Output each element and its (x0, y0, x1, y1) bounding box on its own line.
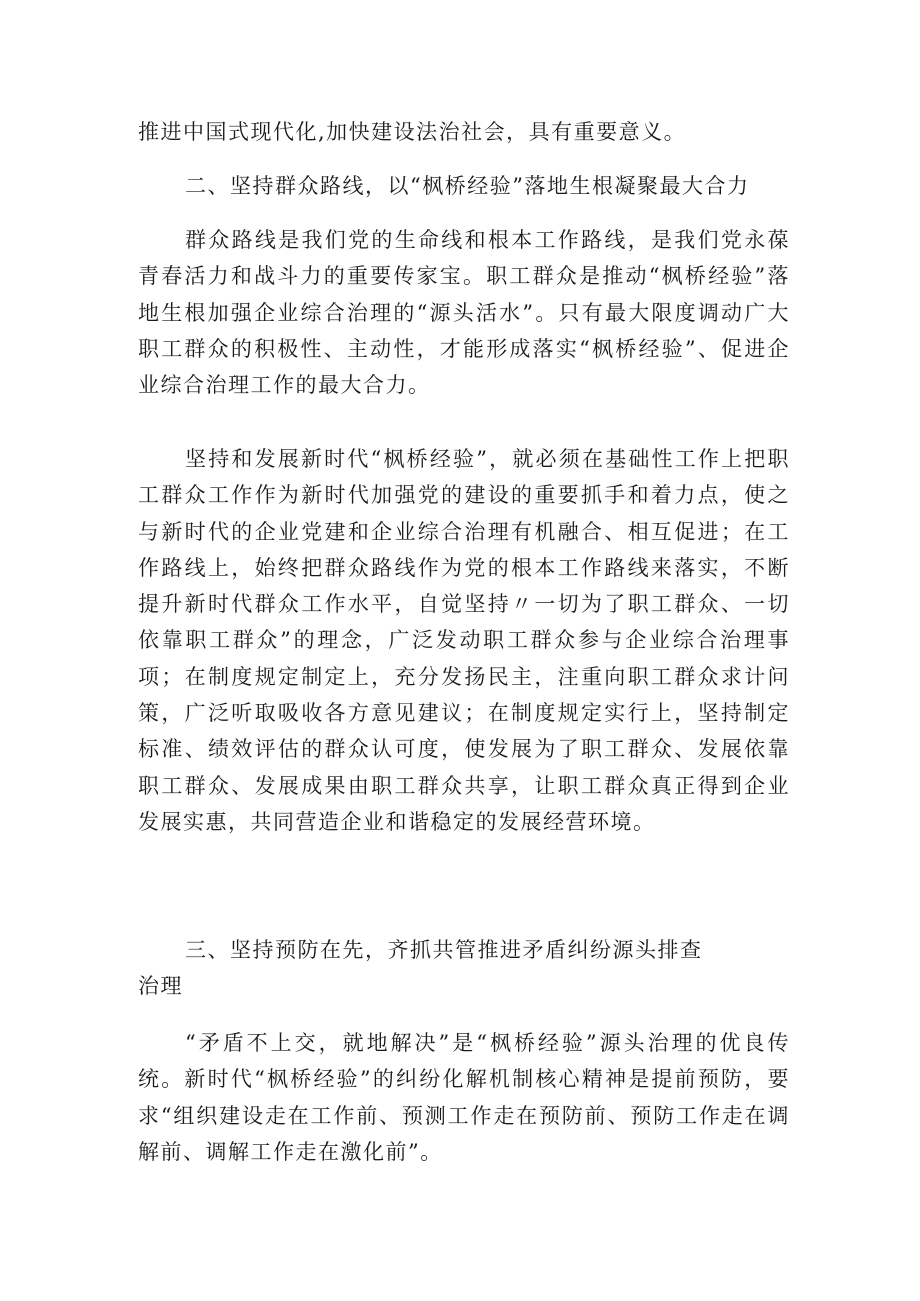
paragraph-mass-line: 群众路线是我们党的生命线和根本工作路线，是我们党永葆青春活力和战斗力的重要传家宝。职工群众是推动“枫桥经验”落地生根加强企业综合治理的“源头活水”。只有最大限度调动广大职工群众的积极性、主动性，才能形成落实“枫桥经验”、促进企业综合治理工作的最大合力。 (138, 228, 790, 398)
paragraph-prevention: “矛盾不上交，就地解决”是“枫桥经验”源头治理的优良传统。新时代“枫桥经验”的纠纷化解机制核心精神是提前预防，要求“组织建设走在工作前、预测工作走在预防前、预防工作走在调解前、调解工作走在激化前”。 (138, 1031, 790, 1164)
paragraph-closing-line: 推进中国式现代化,加快建设法治社会，具有重要意义。 (138, 120, 687, 144)
section-heading-2: 二、坚持群众路线，以“枫桥经验”落地生根凝聚最大合力 (185, 174, 750, 198)
section-heading-3-line-2: 治理 (138, 974, 183, 998)
section-heading-3 (138, 932, 778, 1004)
paragraph-fengqiao-practice: 坚持和发展新时代“枫桥经验”，就必须在基础性工作上把职工群众工作作为新时代加强党的建设的重要抓手和着力点，使之与新时代的企业党建和企业综合治理有机融合、相互促进；在工作路线上，始终把群众路线作为党的根本工作路线来落实，不断提升新时代群众工作水平，自觉坚持〃一切为了职工群众、一切依靠职工群众”的理念，广泛发动职工群众参与企业综合治理事项；在制度规定制定上，充分发扬民主，注重向职工群众求计问策，广泛听取吸收各方意见建议；在制度规定实行上，坚持制定标准、绩效评估的群众认可度，使发展为了职工群众、发展依靠职工群众、发展成果由职工群众共享，让职工群众真正得到企业发展实惠，共同营造企业和谐稳定的发展经营环境。 (138, 447, 790, 834)
section-heading-3-line-1: 三、坚持预防在先，齐抓共管推进矛盾纠纷源头排查 (185, 938, 703, 962)
